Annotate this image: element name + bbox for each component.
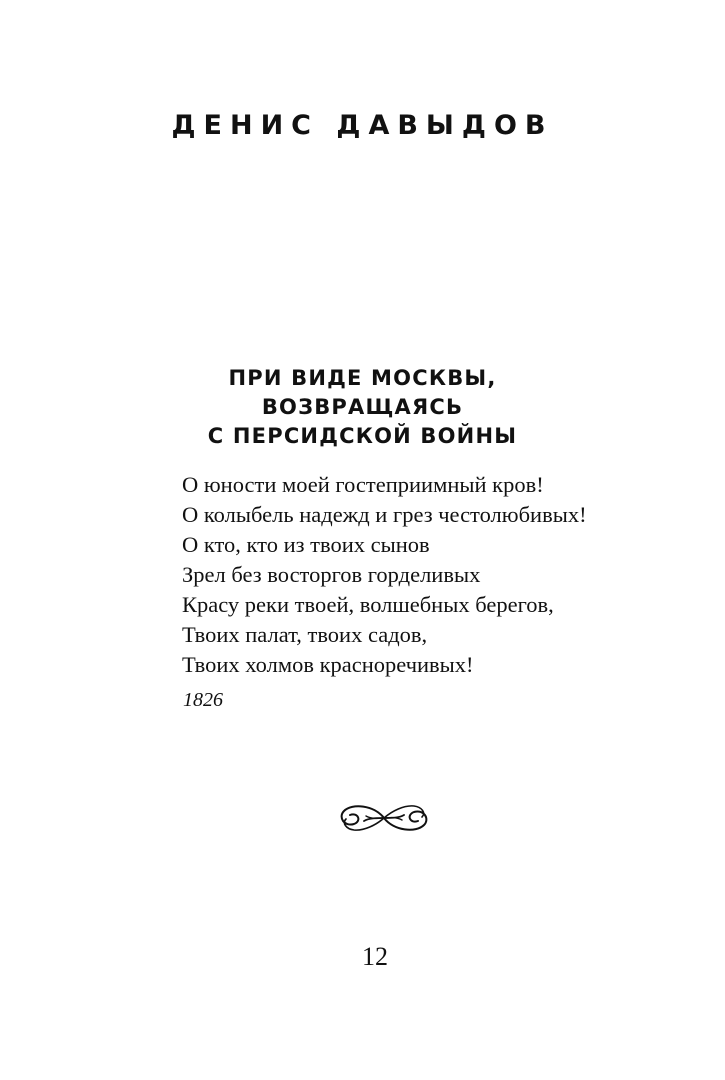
poem-line: О кто, кто из твоих сынов <box>182 532 430 557</box>
poem-line: Твоих холмов красноречивых! <box>182 652 474 677</box>
poem-stanza <box>182 470 702 680</box>
poem-title-line: С ПЕРСИДСКОЙ ВОЙНЫ <box>207 424 518 448</box>
poem-line: Красу реки твоей, волшебных берегов, <box>182 592 554 617</box>
poem-line: О юности моей гостеприимный кров! <box>182 472 544 497</box>
poem-line: Зрел без восторгов горделивых <box>182 562 481 587</box>
poem-line: О колыбель надежд и грез честолюбивых! <box>182 502 587 527</box>
author-name: ДЕНИС ДАВЫДОВ <box>171 110 554 141</box>
poem-year: 1826 <box>183 689 223 711</box>
flourish-ornament-icon <box>334 797 434 839</box>
poem-title <box>0 364 725 451</box>
poem-title-line: ВОЗВРАЩАЯСЬ <box>261 395 464 419</box>
poem-line: Твоих палат, твоих садов, <box>182 622 428 647</box>
poem-title-line: ПРИ ВИДЕ МОСКВЫ, <box>228 366 497 390</box>
page-number: 12 <box>362 942 388 971</box>
